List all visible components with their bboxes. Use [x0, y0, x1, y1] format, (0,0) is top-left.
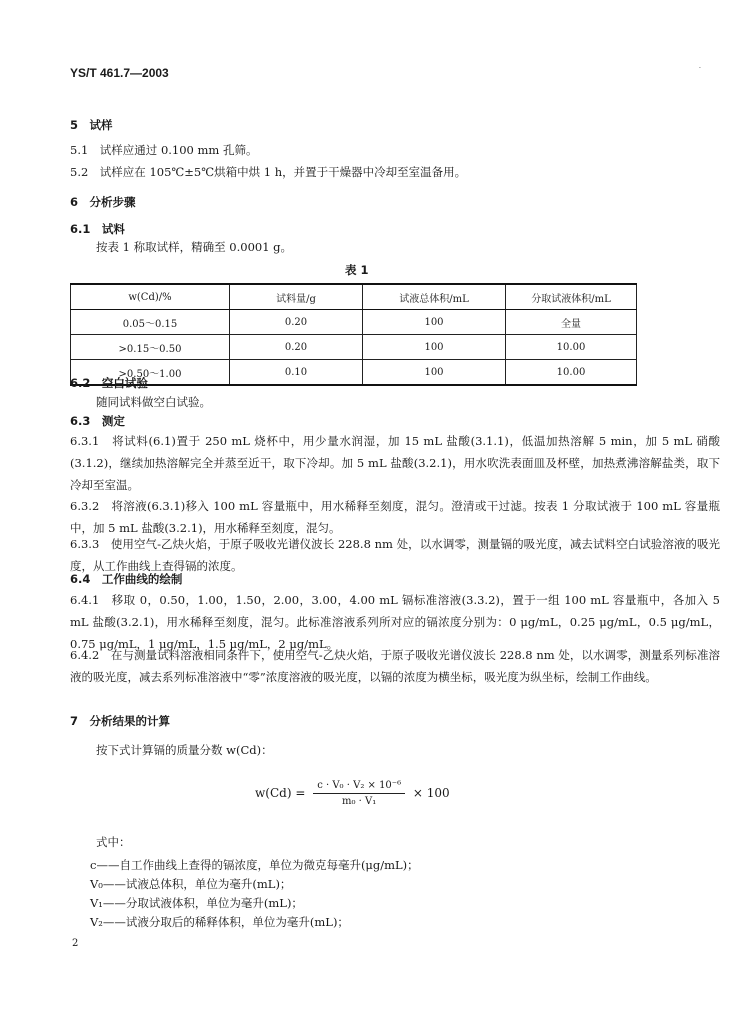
variable-definition: V₂——试液分取后的稀释体积，单位为毫升(mL)； [90, 915, 349, 929]
clause-6-4-title: 6.4 工作曲线的绘制 [70, 572, 183, 586]
table-cell: 0.10 [230, 360, 363, 386]
table-header-cell: w(Cd)/% [71, 284, 230, 310]
clause-6-1-title: 6.1 试料 [70, 222, 125, 236]
clause-6-3-2: 6.3.2 将溶液(6.3.1)移入 100 mL 容量瓶中，用水稀释至刻度，混匀。澄清或干过滤。按表 1 分取试液于 100 mL 容量瓶中，加 5 mL 盐酸(3.2.1)，用水稀释至刻度，混匀。 [70, 499, 720, 535]
clause-6-2-title: 6.2 空白试验 [70, 376, 148, 390]
table-1 [70, 283, 637, 386]
standard-number: YS/T 461.7—2003 [70, 66, 169, 80]
section-7-title: 7 分析结果的计算 [70, 714, 171, 728]
variable-definition: c——自工作曲线上查得的镉浓度，单位为微克每毫升(μg/mL)； [90, 858, 419, 872]
formula-tail: × 100 [412, 786, 450, 800]
clause-6-3-1: 6.3.1 将试料(6.1)置于 250 mL 烧杯中，用少量水润湿，加 15 mL 盐酸(3.1.1)，低温加热溶解 5 min，加 5 mL 硝酸(3.1.2)，继续加热溶解完全并蒸至近干，取下冷却。加 5 mL 盐酸(3.2.1)，用水吹洗表面皿及杯壁，加热煮沸溶解盐类，取下冷却至室温。 [70, 434, 720, 492]
table-cell: 10.00 [506, 360, 637, 386]
scan-speck: · [699, 65, 701, 72]
table-cell: >0.50～1.00 [71, 360, 230, 386]
page-number: 2 [72, 938, 79, 949]
table-cell: 100 [363, 310, 506, 335]
clause-6-3-3: 6.3.3 使用空气-乙炔火焰，于原子吸收光谱仪波长 228.8 nm 处，以水调零，测量镉的吸光度，减去试料空白试验溶液的吸光度，从工作曲线上查得镉的浓度。 [70, 537, 720, 573]
table-row [71, 335, 637, 360]
table-1-caption: 表 1 [345, 263, 369, 277]
table-header-row [71, 284, 637, 310]
table-header-cell: 试液总体积/mL [363, 284, 506, 310]
table-cell: 10.00 [506, 335, 637, 360]
variable-definition: V₁——分取试液体积，单位为毫升(mL)； [90, 896, 303, 910]
table-header-cell: 试料量/g [230, 284, 363, 310]
clause-6-2-text: 随同试料做空白试验。 [96, 395, 211, 409]
clause-6-1-text: 按表 1 称取试样，精确至 0.0001 g。 [96, 240, 293, 254]
table-cell: 100 [363, 360, 506, 386]
section-6-title: 6 分析步骤 [70, 195, 136, 209]
table-header-cell: 分取试液体积/mL [506, 284, 637, 310]
formula-numerator: c · V₀ · V₂ × 10⁻⁶ [313, 780, 405, 794]
clause-6-4-1: 6.4.1 移取 0，0.50，1.00，1.50，2.00，3.00，4.00 mL 镉标准溶液(3.3.2)，置于一组 100 mL 容量瓶中，各加入 5 mL 盐酸(3.2.1)，用水稀释至刻度，混匀。此标准溶液系列所对应的镉浓度分别为：0 μg/mL，0.25 μg/mL，0.5 μg/mL，0.75 μg/mL，1 μg/mL，1.5 μg/mL，2 μg/mL。 [70, 593, 720, 651]
table-row [71, 310, 637, 335]
variable-definition: V₀——试液总体积，单位为毫升(mL)； [90, 877, 292, 891]
clause-5-1: 5.1 试样应通过 0.100 mm 孔筛。 [70, 143, 258, 157]
table-cell: 0.20 [230, 335, 363, 360]
formula-fraction [313, 780, 405, 807]
table-cell: >0.15～0.50 [71, 335, 230, 360]
formula-denominator: m₀ · V₁ [342, 796, 377, 807]
table-cell: 0.20 [230, 310, 363, 335]
table-cell: 0.05～0.15 [71, 310, 230, 335]
table-row [71, 360, 637, 386]
table-cell: 全量 [506, 310, 637, 335]
clause-5-2: 5.2 试样应在 105℃±5℃烘箱中烘 1 h，并置于干燥器中冷却至室温备用。 [70, 165, 467, 179]
formula-where: 式中： [96, 835, 131, 849]
clause-6-3-title: 6.3 测定 [70, 414, 125, 428]
formula-wcd [255, 780, 450, 807]
section-5-title: 5 试样 [70, 118, 113, 132]
formula-lhs: w(Cd) = [255, 786, 306, 800]
clause-6-4-2: 6.4.2 在与测量试料溶液相同条件下，使用空气-乙炔火焰，于原子吸收光谱仪波长 228.8 nm 处，以水调零，测量系列标准溶液的吸光度，减去系列标准溶液中“零”浓度溶液的吸光度，以镉的浓度为横坐标，吸光度为纵坐标，绘制工作曲线。 [70, 648, 720, 684]
clause-7-intro: 按下式计算镉的质量分数 w(Cd)： [96, 743, 273, 757]
table-cell: 100 [363, 335, 506, 360]
